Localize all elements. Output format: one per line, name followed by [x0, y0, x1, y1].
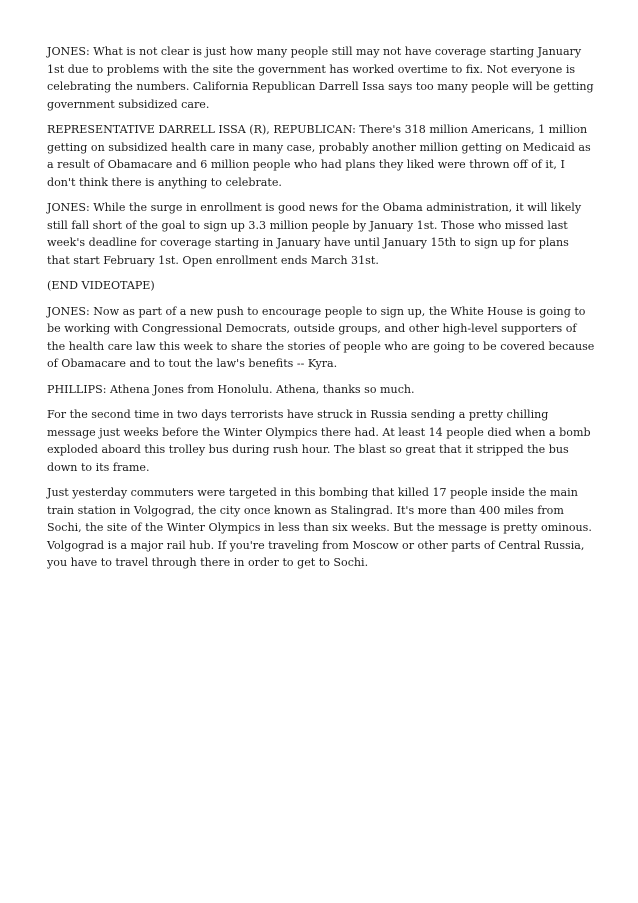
paragraph-volgograd: Just yesterday commuters were targeted in this bombing that killed 17 people inside the main train station in Volgograd, the city once known as Stalingrad. It's more than 400 miles from Sochi, the site of the Winter Olympics in less than six weeks. But the message is pretty ominous. Volgograd is a major rail hub. If you're traveling from Moscow or other parts of Central Russia, you have to travel through there in order to get to Sochi.	[47, 486, 592, 569]
paragraph-end-videotape: (END VIDEOTAPE)	[47, 279, 155, 292]
transcript-page	[47, 43, 595, 580]
paragraph-jones-white-house: JONES: Now as part of a new push to encourage people to sign up, the White House is going to be working with Congressional Democrats, outside groups, and other high-level supporters of the health care law this week to share the stories of people who are going to be covered because of Obamacare and to tout the law's benefits -- Kyra.	[47, 304, 595, 370]
paragraph-jones-enrollment: JONES: While the surge in enrollment is good news for the Obama administration, it will likely still fall short of the goal to sign up 3.3 million people by January 1st. Those who missed last week's deadline for coverage starting in January have until January 15th to sign up for plans that start February 1st. Open enrollment ends March 31st.	[47, 201, 582, 267]
paragraph-russia-bombing: For the second time in two days terrorists have struck in Russia sending a pretty chilling message just weeks before the Winter Olympics there had. At least 14 people died when a bomb exploded aboard this trolley bus during rush hour. The blast so great that it stripped the bus down to its frame.	[47, 408, 591, 474]
paragraph-jones-coverage: JONES: What is not clear is just how many people still may not have coverage starting January 1st due to problems with the site the government has worked overtime to fix. Not everyone is celebrating the numbers. California Republican Darrell Issa says too many people will be getting government subsidized care.	[47, 45, 594, 111]
paragraph-issa-quote: REPRESENTATIVE DARRELL ISSA (R), REPUBLICAN: There's 318 million Americans, 1 million getting on subsidized health care in many case, probably another million getting on Medicaid as a result of Obamacare and 6 million people who had plans they liked were thrown off of it, I don't think there is anything to celebrate.	[47, 123, 591, 189]
paragraph-phillips-thanks: PHILLIPS: Athena Jones from Honolulu. Athena, thanks so much.	[47, 382, 415, 396]
